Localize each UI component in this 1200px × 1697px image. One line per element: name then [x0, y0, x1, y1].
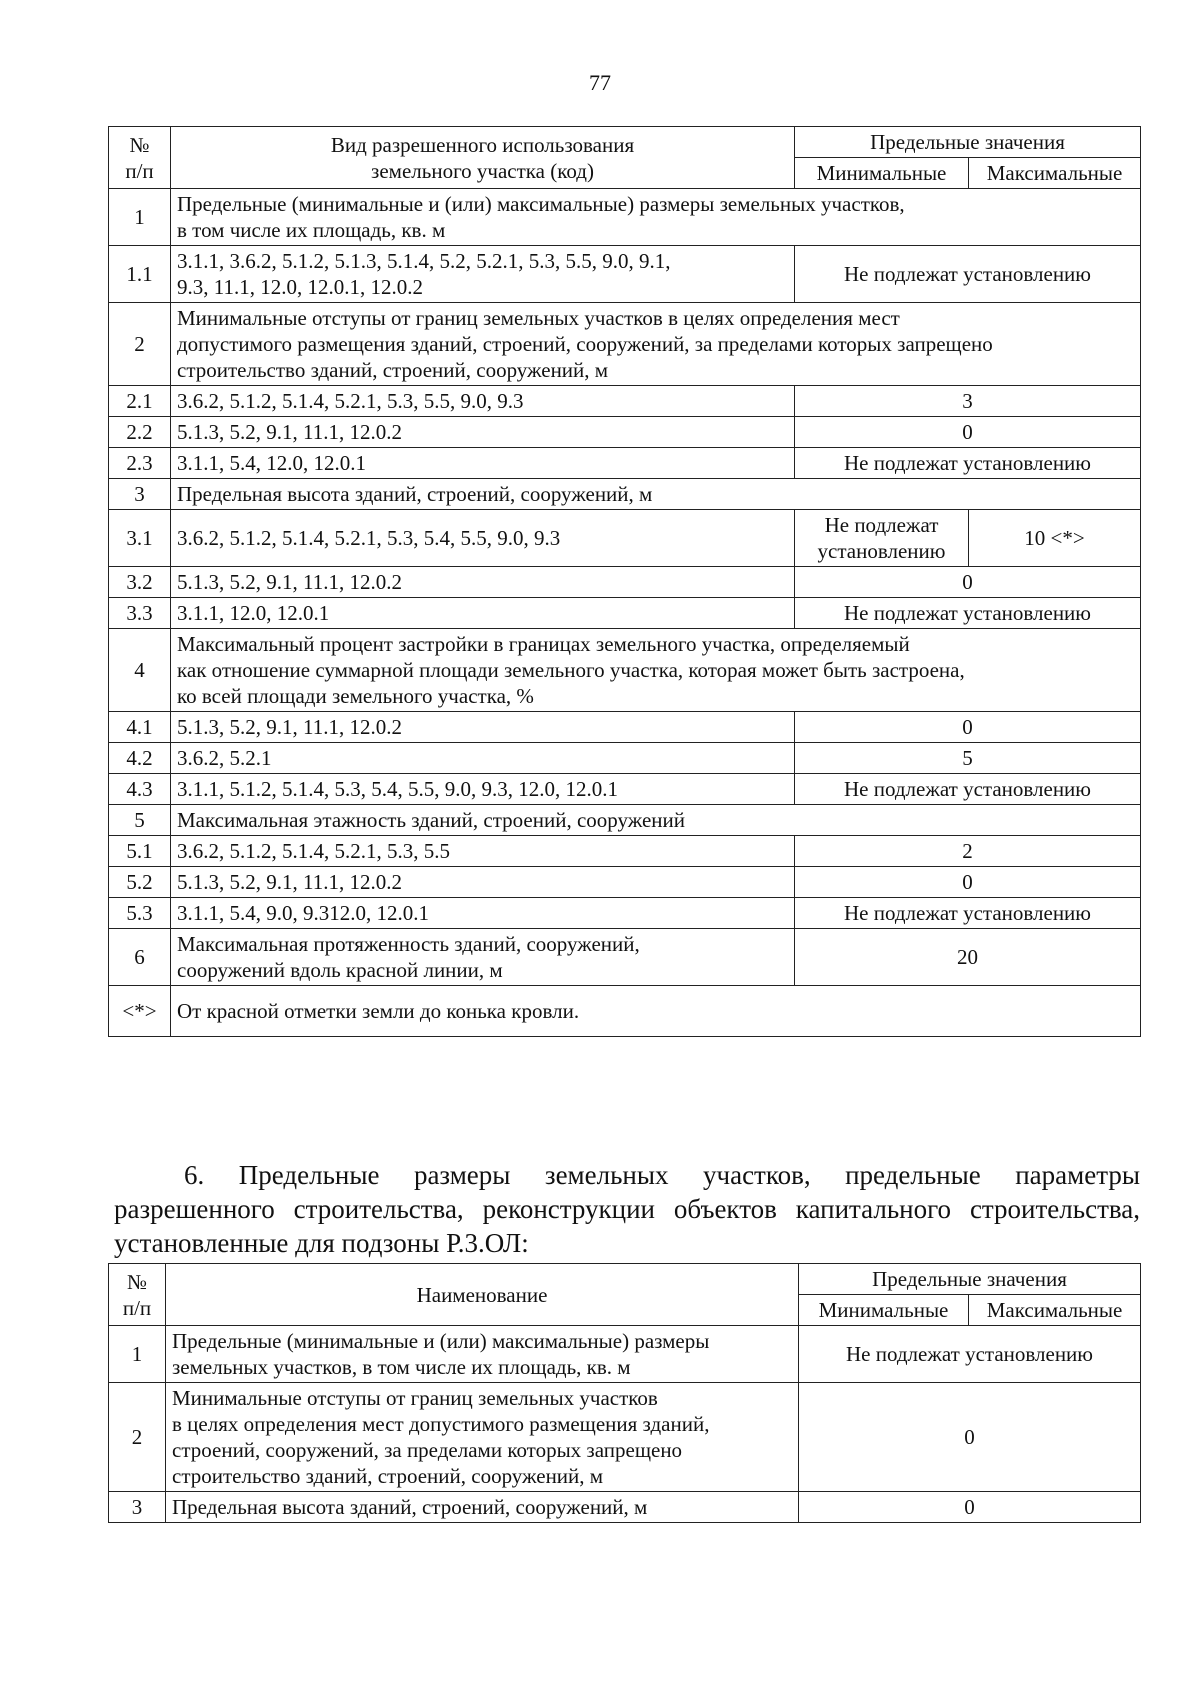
- row-number: 5.1: [109, 836, 171, 867]
- footnote-sign: <*>: [109, 986, 171, 1037]
- row-number: 5.2: [109, 867, 171, 898]
- header-max: Максимальные: [969, 1295, 1141, 1326]
- table-header-row: [109, 127, 1141, 158]
- table-row: [109, 929, 1141, 986]
- header-min: Минимальные: [799, 1295, 969, 1326]
- parameter-name: Предельная высота зданий, строений, сооружений, м: [166, 1492, 799, 1523]
- limit-value: Не подлежат установлению: [795, 246, 1141, 303]
- table-row: [109, 836, 1141, 867]
- section-title: Минимальные отступы от границ земельных участков в целях определения мест допустимого размещения зданий, строений, сооружений, за пределами которых запрещено строительство зданий, строений, сооружений, м: [171, 303, 1141, 386]
- header-name: Наименование: [166, 1264, 799, 1326]
- row-number: 3.2: [109, 567, 171, 598]
- section-title: Максимальный процент застройки в границах земельного участка, определяемый как отношение суммарной площади земельного участка, которая может быть застроена, ко всей площади земельного участка, %: [171, 629, 1141, 712]
- use-codes: 3.6.2, 5.1.2, 5.1.4, 5.2.1, 5.3, 5.5: [171, 836, 795, 867]
- row-number: 6: [109, 929, 171, 986]
- use-codes: 5.1.3, 5.2, 9.1, 11.1, 12.0.2: [171, 567, 795, 598]
- limit-value: Не подлежат установлению: [799, 1326, 1141, 1383]
- row-number: 5: [109, 805, 171, 836]
- table-row: [109, 479, 1141, 510]
- use-codes: 5.1.3, 5.2, 9.1, 11.1, 12.0.2: [171, 867, 795, 898]
- section-heading: 6. Предельные размеры земельных участков, предельные параметры разрешенного строительства, реконструкции объектов капитального строительства, установленные для подзоны Р.3.ОЛ:: [114, 1160, 1140, 1258]
- table-row: [109, 629, 1141, 712]
- use-codes: 5.1.3, 5.2, 9.1, 11.1, 12.0.2: [171, 417, 795, 448]
- limit-value: 2: [795, 836, 1141, 867]
- row-number: 2.1: [109, 386, 171, 417]
- row-number: 3.3: [109, 598, 171, 629]
- row-number: 1: [109, 1326, 166, 1383]
- row-number: 4.3: [109, 774, 171, 805]
- row-number: 2: [109, 1383, 166, 1492]
- row-number: 4: [109, 629, 171, 712]
- table-row: [109, 1383, 1141, 1492]
- use-codes: 3.1.1, 5.4, 9.0, 9.312.0, 12.0.1: [171, 898, 795, 929]
- table-row: [109, 867, 1141, 898]
- limit-value: 0: [799, 1383, 1141, 1492]
- limit-value: 0: [799, 1492, 1141, 1523]
- footnote-row: [109, 986, 1141, 1037]
- table-row: [109, 386, 1141, 417]
- use-codes: Максимальная протяженность зданий, сооружений, сооружений вдоль красной линии, м: [171, 929, 795, 986]
- table-row: [109, 417, 1141, 448]
- table-row: [109, 712, 1141, 743]
- use-codes: 3.6.2, 5.2.1: [171, 743, 795, 774]
- parameter-name: Минимальные отступы от границ земельных участков в целях определения мест допустимого размещения зданий, строений, сооружений, за пределами которых запрещено строительство зданий, строений, сооружений, м: [166, 1383, 799, 1492]
- row-number: 1.1: [109, 246, 171, 303]
- limit-value: 5: [795, 743, 1141, 774]
- section-title: Предельная высота зданий, строений, сооружений, м: [171, 479, 1141, 510]
- row-number: 3.1: [109, 510, 171, 567]
- limit-value: Не подлежат установлению: [795, 774, 1141, 805]
- table-row: [109, 898, 1141, 929]
- table-row: [109, 805, 1141, 836]
- footnote-text: От красной отметки земли до конька кровли.: [171, 986, 1141, 1037]
- section-title: Максимальная этажность зданий, строений, сооружений: [171, 805, 1141, 836]
- table-row: [109, 598, 1141, 629]
- limit-value: 20: [795, 929, 1141, 986]
- header-max: Максимальные: [969, 158, 1141, 189]
- use-codes: 5.1.3, 5.2, 9.1, 11.1, 12.0.2: [171, 712, 795, 743]
- row-number: 5.3: [109, 898, 171, 929]
- row-number: 2.2: [109, 417, 171, 448]
- table-row: [109, 189, 1141, 246]
- row-number: 4.1: [109, 712, 171, 743]
- header-num: № п/п: [109, 127, 171, 189]
- limit-value: Не подлежат установлению: [795, 898, 1141, 929]
- section-title: Предельные (минимальные и (или) максимальные) размеры земельных участков, в том числе их площадь, кв. м: [171, 189, 1141, 246]
- row-number: 2: [109, 303, 171, 386]
- row-number: 3: [109, 1492, 166, 1523]
- limit-value: Не подлежат установлению: [795, 448, 1141, 479]
- limit-value: Не подлежат установлению: [795, 598, 1141, 629]
- header-kind: Вид разрешенного использования земельного участка (код): [171, 127, 795, 189]
- table-row: [109, 1326, 1141, 1383]
- row-number: 2.3: [109, 448, 171, 479]
- header-limits: Предельные значения: [795, 127, 1141, 158]
- table-row: [109, 1492, 1141, 1523]
- table-row: [109, 448, 1141, 479]
- page-number: 77: [589, 70, 611, 95]
- max-value: 10 <*>: [969, 510, 1141, 567]
- header-min: Минимальные: [795, 158, 969, 189]
- limits-table-1: [108, 126, 1141, 1037]
- table-row: [109, 567, 1141, 598]
- limit-value: 0: [795, 567, 1141, 598]
- parameter-name: Предельные (минимальные и (или) максимальные) размеры земельных участков, в том числе их площадь, кв. м: [166, 1326, 799, 1383]
- header-num: № п/п: [109, 1264, 166, 1326]
- table-header-row: [109, 1264, 1141, 1295]
- table-row: [109, 743, 1141, 774]
- limit-value: 0: [795, 712, 1141, 743]
- min-value: Не подлежат установлению: [795, 510, 969, 567]
- use-codes: 3.6.2, 5.1.2, 5.1.4, 5.2.1, 5.3, 5.5, 9.0, 9.3: [171, 386, 795, 417]
- row-number: 1: [109, 189, 171, 246]
- use-codes: 3.1.1, 5.1.2, 5.1.4, 5.3, 5.4, 5.5, 9.0, 9.3, 12.0, 12.0.1: [171, 774, 795, 805]
- header-limits: Предельные значения: [799, 1264, 1141, 1295]
- limit-value: 3: [795, 386, 1141, 417]
- use-codes: 3.1.1, 3.6.2, 5.1.2, 5.1.3, 5.1.4, 5.2, 5.2.1, 5.3, 5.5, 9.0, 9.1, 9.3, 11.1, 12.0, 12.0.1, 12.0.2: [171, 246, 795, 303]
- limit-value: 0: [795, 867, 1141, 898]
- row-number: 3: [109, 479, 171, 510]
- use-codes: 3.6.2, 5.1.2, 5.1.4, 5.2.1, 5.3, 5.4, 5.5, 9.0, 9.3: [171, 510, 795, 567]
- use-codes: 3.1.1, 5.4, 12.0, 12.0.1: [171, 448, 795, 479]
- table-row: [109, 510, 1141, 567]
- limits-table-2: [108, 1263, 1141, 1523]
- row-number: 4.2: [109, 743, 171, 774]
- use-codes: 3.1.1, 12.0, 12.0.1: [171, 598, 795, 629]
- table-row: [109, 774, 1141, 805]
- table-row: [109, 303, 1141, 386]
- limit-value: 0: [795, 417, 1141, 448]
- table-row: [109, 246, 1141, 303]
